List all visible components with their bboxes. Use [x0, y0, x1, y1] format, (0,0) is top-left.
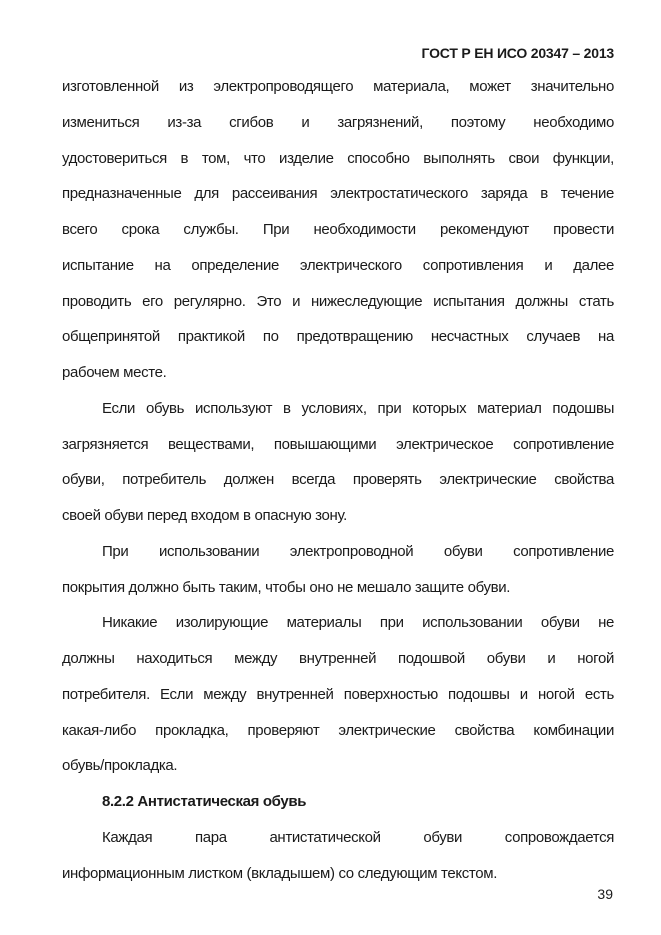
text-line: Если обувь используют в условиях, при которых материал подошвы: [102, 399, 614, 417]
text-line: Никакие изолирующие материалы при использовании обуви не: [102, 614, 614, 632]
text-line: изготовленной из электропроводящего материала, может значительно: [62, 78, 614, 95]
text-line: потребителя. Если между внутренней поверхностью подошвы и ногой есть: [62, 685, 614, 703]
section-heading: 8.2.2 Антистатическая обувь: [102, 793, 307, 810]
text-line: всего срока службы. При необходимости рекомендуют провести: [62, 221, 614, 238]
text-line: информационным листком (вкладышем) со следующим текстом.: [62, 864, 498, 882]
page-number: 39: [597, 886, 613, 902]
text-line: удостовериться в том, что изделие способно выполнять свои функции,: [62, 149, 614, 167]
text-line: Каждая пара антистатической обуви сопровождается: [102, 828, 614, 846]
text-line: своей обуви перед входом в опасную зону.: [62, 507, 347, 524]
text-line: загрязняется веществами, повышающими электрическое сопротивление: [62, 435, 614, 453]
text-line: рабочем месте.: [62, 364, 167, 381]
text-line: предназначенные для рассеивания электростатического заряда в течение: [62, 185, 614, 203]
text-line: должны находиться между внутренней подошвой обуви и ногой: [62, 650, 614, 667]
document-header: ГОСТ Р ЕН ИСО 20347 – 2013: [421, 45, 614, 61]
text-line: общепринятой практикой по предотвращению несчастных случаев на: [62, 328, 614, 346]
text-line: испытание на определение электрического сопротивления и далее: [62, 256, 614, 274]
text-line: обувь/прокладка.: [62, 757, 178, 775]
text-line: проводить его регулярно. Это и нижеследующие испытания должны стать: [62, 292, 614, 310]
text-line: обуви, потребитель должен всегда проверять электрические свойства: [62, 471, 614, 489]
text-line: измениться из-за сгибов и загрязнений, поэтому необходимо: [62, 113, 614, 131]
document-body: [62, 69, 614, 891]
text-line: покрытия должно быть таким, чтобы оно не мешало защите обуви.: [62, 578, 511, 596]
text-line: При использовании электропроводной обуви сопротивление: [102, 542, 614, 560]
text-line: какая-либо прокладка, проверяют электрические свойства комбинации: [62, 721, 614, 739]
